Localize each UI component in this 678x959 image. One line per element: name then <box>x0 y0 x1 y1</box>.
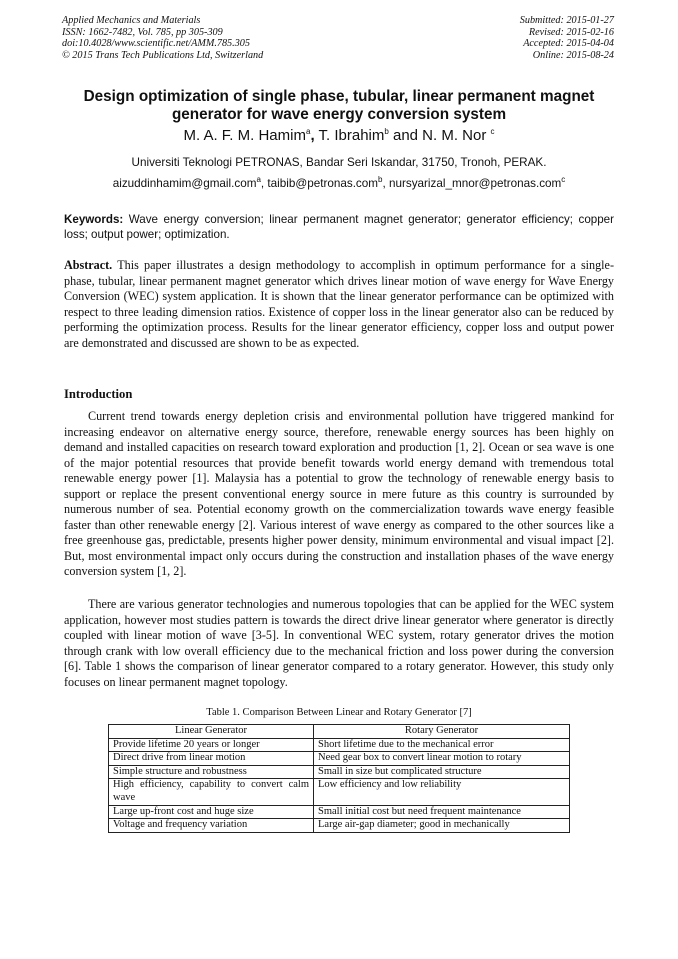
abstract-text: This paper illustrates a design methodology to accomplish in optimum performance for a single-phase, tubular, linear permanent magnet generator which drives linear motion of wave energy for Wave Energy Conversion (WEC) system application. It is shown that the linear generator performance can be optimized with respect to three leading dimension ratios. Existence of copper loss in the linear generator also can be reduced by performing the optimization process. Results for the linear generator efficiency, copper loss and output power are demonstrated and discussed are shown to be as expected. <box>64 258 614 350</box>
table-cell-linear: Direct drive from linear motion <box>109 752 314 766</box>
journal-issn: ISSN: 1662-7482, Vol. 785, pp 305-309 <box>62 26 223 38</box>
keywords-section <box>64 212 614 242</box>
abstract-section <box>64 258 614 351</box>
table-cell-linear: Simple structure and robustness <box>109 765 314 779</box>
email-3-mark: c <box>561 175 566 185</box>
keywords-label: Keywords: <box>64 213 124 226</box>
table-cell-rotary: Low efficiency and low reliability <box>314 779 570 805</box>
table-row <box>109 765 570 779</box>
journal-name: Applied Mechanics and Materials <box>62 15 201 26</box>
table-row <box>109 779 570 805</box>
author-1: M. A. F. M. Hamim <box>183 127 306 144</box>
date-submitted: Submitted: 2015-01-27 <box>519 15 614 26</box>
column-header-linear: Linear Generator <box>109 725 314 739</box>
table-header-row <box>109 725 570 739</box>
author-emails <box>0 177 678 191</box>
table-cell-linear: Provide lifetime 20 years or longer <box>109 738 314 752</box>
table-caption: Table 1. Comparison Between Linear and Rotary Generator [7] <box>206 707 472 718</box>
introduction-paragraph-2: There are various generator technologies and numerous topologies that can be applied for the WEC system application, however most studies pattern is towards the direct drive linear generator where generator is directly coupled with linear motion of wave [3-5]. In conventional WEC system, rotary generator drives the motion through crank with low overall efficiency due to the mechanical friction and loss power during the conversion [6]. Table 1 shows the comparison of linear generator compared to a rotary generator. However, this study only focuses on linear permanent magnet topology. <box>64 597 614 689</box>
date-revised: Revised: 2015-02-16 <box>528 26 614 38</box>
date-online: Online: 2015-08-24 <box>532 49 614 61</box>
abstract-label: Abstract. <box>64 258 113 272</box>
affiliation: Universiti Teknologi PETRONAS, Bandar Seri Iskandar, 31750, Tronoh, PERAK. <box>131 156 547 169</box>
table-row <box>109 805 570 819</box>
journal-doi: doi:10.4028/www.scientific.net/AMM.785.305 <box>62 38 250 50</box>
table-cell-linear: Voltage and frequency variation <box>109 819 314 833</box>
column-header-rotary: Rotary Generator <box>314 725 570 739</box>
keywords-text: Wave energy conversion; linear permanent magnet generator; generator efficiency; copper loss; output power; optimization. <box>64 213 614 241</box>
author-2-mark: b <box>384 127 389 136</box>
journal-copyright: © 2015 Trans Tech Publications Ltd, Switzerland <box>62 49 264 61</box>
table-cell-rotary: Large air-gap diameter; good in mechanically <box>314 819 570 833</box>
table-row <box>109 819 570 833</box>
author-2: T. Ibrahim <box>314 127 385 144</box>
paper-title <box>40 88 638 124</box>
table-cell-rotary: Small in size but complicated structure <box>314 765 570 779</box>
table-cell-rotary: Short lifetime due to the mechanical error <box>314 738 570 752</box>
email-3: , nursyarizal_mnor@petronas.com <box>382 177 562 190</box>
table-row <box>109 752 570 766</box>
submission-dates <box>520 15 614 61</box>
author-3-mark: c <box>490 127 495 136</box>
journal-info <box>62 15 263 61</box>
email-1-mark: a <box>256 175 261 185</box>
author-1-mark: a <box>305 127 311 136</box>
date-accepted: Accepted: 2015-04-04 <box>523 38 614 50</box>
comparison-table <box>108 724 570 833</box>
title-line-2: generator for wave energy conversion system <box>171 106 507 123</box>
table-cell-rotary: Small initial cost but need frequent maintenance <box>314 805 570 819</box>
table-cell-linear: High efficiency, capability to convert calm wave <box>109 779 314 805</box>
email-2: , taibib@petronas.com <box>260 177 379 190</box>
title-line-1: Design optimization of single phase, tubular, linear permanent magnet <box>83 88 595 105</box>
table-row <box>109 738 570 752</box>
email-1: aizuddinhamim@gmail.com <box>112 177 257 190</box>
author-separator: , <box>310 127 315 144</box>
author-list <box>0 127 678 145</box>
table-cell-linear: Large up-front cost and huge size <box>109 805 314 819</box>
introduction-paragraph-1: Current trend towards energy depletion crisis and environmental pollution have triggered mankind for increasing endeavor on alternative energy source, therefore, renewable energy sources has been highly on demand and installed capacities on research toward exploration and production [1, 2]. Ocean or sea wave is one of the major potential resources that provide benefit towards world energy demand with tremendous total renewable energy power [1]. Malaysia has a potential to grow the technology of renewable energy basis to support or replace the present conventional energy source in mere future as this country is surrounded by numerous number of sea. Potential economy growth on the commercialization towards wave energy feasible faster than other renewable energy [2]. Various interest of wave energy as compared to the other sources like a free greenhouse gas, predictable, presents higher power density, minimum environmental and visual impact [2]. But, most environmental impact only occurs during the construction and installation phases of the wave energy conversion system [1, 2]. <box>64 409 614 578</box>
introduction-heading: Introduction <box>64 387 133 401</box>
author-3: and N. M. Nor <box>388 127 491 144</box>
email-2-mark: b <box>378 175 383 185</box>
table-cell-rotary: Need gear box to convert linear motion to rotary <box>314 752 570 766</box>
